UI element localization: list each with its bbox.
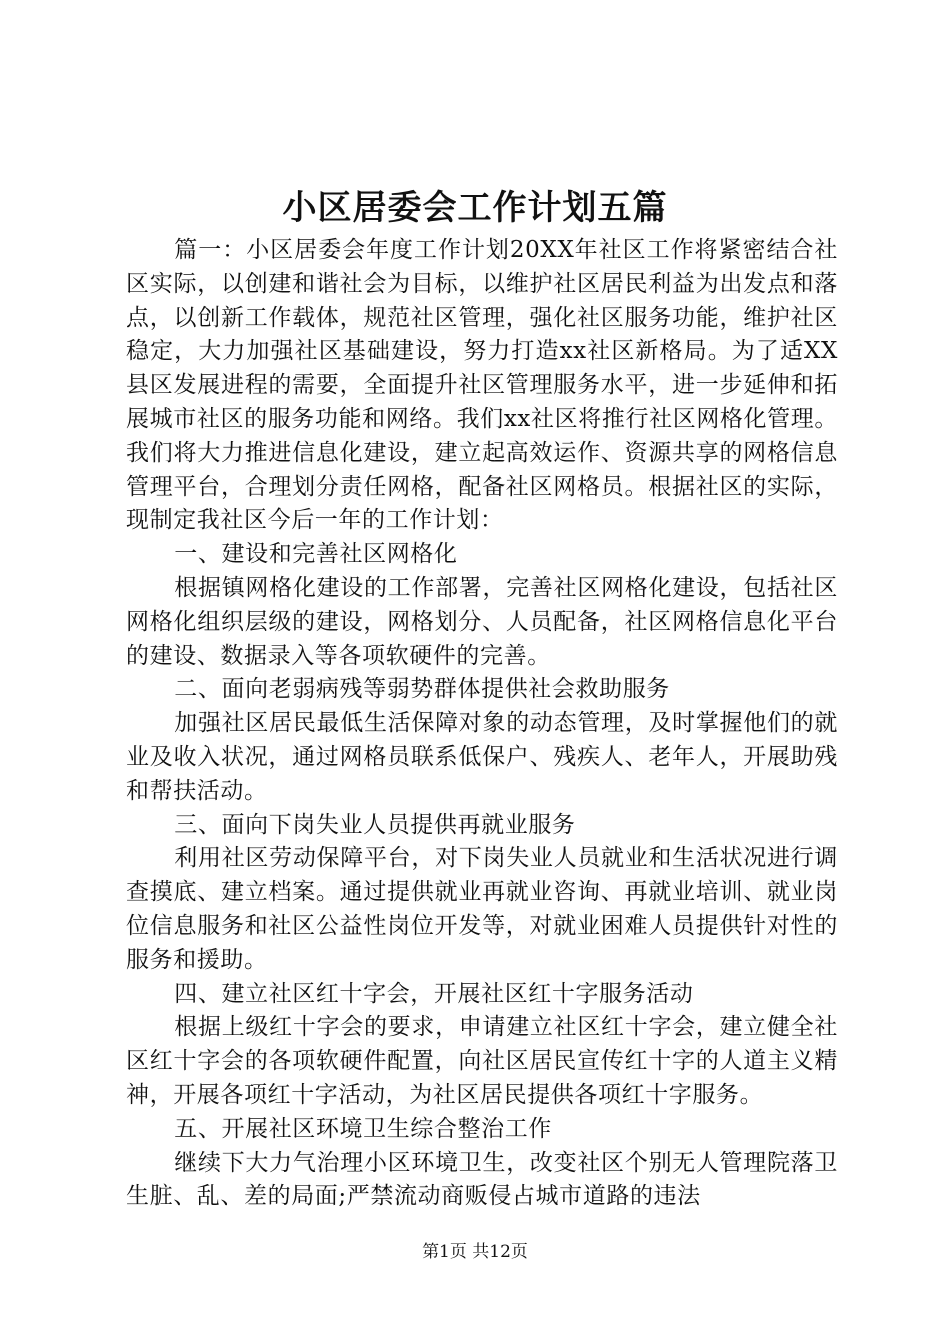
paragraph-section-5: 继续下大力气治理小区环境卫生，改变社区个别无人管理院落卫生脏、乱、差的局面;严禁流动商贩侵占城市道路的违法 xyxy=(126,1149,838,1210)
paragraph-intro: 篇一：小区居委会年度工作计划20XX年社区工作将紧密结合社区实际，以创建和谐社会为目标，以维护社区居民利益为出发点和落点，以创新工作载体，规范社区管理，强化社区服务功能，维护社区稳定，大力加强社区基础建设，努力打造xx社区新格局。为了适XX县区发展进程的需要，全面提升社区管理服务水平，进一步延伸和拓展城市社区的服务功能和网络。我们xx社区将推行社区网格化管理。我们将大力推进信息化建设，建立起高效运作、资源共享的网格信息管理平台，合理划分责任网格，配备社区网格员。根据社区的实际，现制定我社区今后一年的工作计划： xyxy=(126,237,838,534)
paragraph-section-1: 根据镇网格化建设的工作部署，完善社区网格化建设，包括社区网格化组织层级的建设，网格划分、人员配备，社区网格信息化平台的建设、数据录入等各项软硬件的完善。 xyxy=(126,574,838,669)
section-heading-1: 一、建设和完善社区网格化 xyxy=(174,541,458,568)
paragraph-section-3: 利用社区劳动保障平台，对下岗失业人员就业和生活状况进行调查摸底、建立档案。通过提供就业再就业咨询、再就业培训、就业岗位信息服务和社区公益性岗位开发等，对就业困难人员提供针对性的服务和援助。 xyxy=(126,845,838,973)
section-heading-3: 三、面向下岗失业人员提供再就业服务 xyxy=(174,811,576,838)
section-heading-4: 四、建立社区红十字会，开展社区红十字服务活动 xyxy=(174,980,694,1007)
section-heading-5: 五、开展社区环境卫生综合整治工作 xyxy=(174,1115,552,1142)
page-footer: 第1页 共12页 xyxy=(422,1242,528,1262)
section-heading-2: 二、面向老弱病残等弱势群体提供社会救助服务 xyxy=(174,676,670,703)
document-title: 小区居委会工作计划五篇 xyxy=(282,188,668,228)
paragraph-section-4: 根据上级红十字会的要求，申请建立社区红十字会，建立健全社区红十字会的各项软硬件配置，向社区居民宣传红十字的人道主义精神，开展各项红十字活动，为社区居民提供各项红十字服务。 xyxy=(126,1014,838,1108)
document-body xyxy=(126,234,838,1214)
paragraph-section-2: 加强社区居民最低生活保障对象的动态管理，及时掌握他们的就业及收入状况，通过网格员联系低保户、残疾人、老年人，开展助残和帮扶活动。 xyxy=(126,710,838,804)
